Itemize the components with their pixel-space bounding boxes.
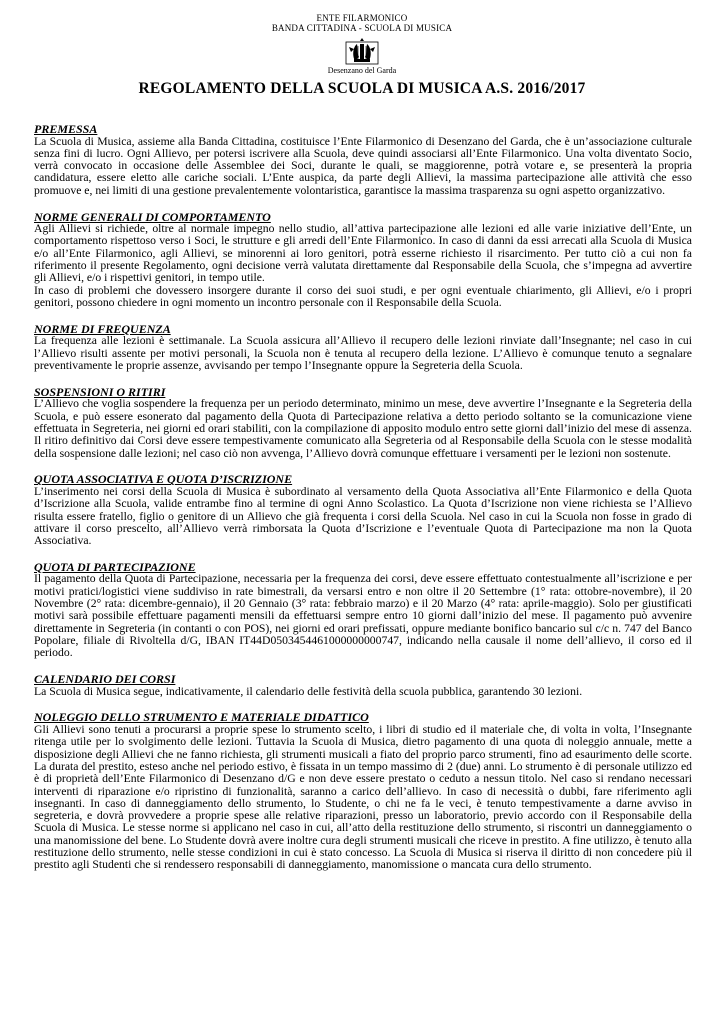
- section-heading: SOSPENSIONI O RITIRI: [34, 384, 166, 399]
- section-heading: NOLEGGIO DELLO STRUMENTO E MATERIALE DIDATTICO: [34, 710, 369, 725]
- section-paragraph: In caso di problemi che dovessero insorgere durante il corso dei suoi studi, e per ogni eventuale chiarimento, gli Allievi, e/o i propri genitori, possono chiedere in ogni momento un incontro personale con il Responsabile della Scuola.: [34, 283, 692, 309]
- section-heading: QUOTA ASSOCIATIVA E QUOTA D’ISCRIZIONE: [34, 472, 293, 487]
- section: [34, 386, 692, 460]
- org-subtitle: BANDA CITTADINA - SCUOLA DI MUSICA: [271, 23, 453, 33]
- section: [34, 711, 692, 871]
- section-heading: QUOTA DI PARTECIPAZIONE: [34, 559, 196, 574]
- section-paragraph: L’inserimento nei corsi della Scuola di Musica è subordinato al versamento della Quota Associativa all’Ente Filarmonico e della Quota d’Iscrizione alla Scuola, valide entrambe fino al termine di ogni Anno Scolastico. La Quota d’Iscrizione non viene richiesta se l’Allievo risulta essere fratello, figlio o genitore di un Allievo che già frequenta i corsi della Scuola. Nel caso in cui la Scuola non fosse in grado di attivare il corso prescelto, all’Allievo verrà rimborsata la Quota d’Iscrizione e l’eventuale Quota di Partecipazione ma non la Quota Associativa.: [34, 484, 692, 548]
- section: [34, 123, 692, 197]
- document-title: REGOLAMENTO DELLA SCUOLA DI MUSICA A.S. 2016/2017: [138, 80, 586, 97]
- section-paragraph: La frequenza alle lezioni è settimanale. La Scuola assicura all’Allievo il recupero delle lezioni rinviate dall’Insegnante; nel caso in cui l’Allievo risulti assente per motivi personali, la Scuola non è tenuta al recupero della lezione. L’Allievo è comunque tenuto a segnalare preventivamente le proprie assenze, avvisando per tempo l’Insegnante oppure la Segreteria della Scuola.: [34, 334, 692, 372]
- section: [34, 561, 692, 660]
- org-name: ENTE FILARMONICO: [316, 13, 408, 23]
- section-paragraph: L’Allievo che voglia sospendere la frequenza per un periodo determinato, minimo un mese, deve avvertire l’Insegnante e la Segreteria della Scuola, e può essere esonerato dal pagamento della Quota di Partecipazione relativa a detto periodo soltanto se la comunicazione viene effettuata in Segreteria, nei giorni ed orari stabiliti, con la compilazione di apposito modulo entro sette giorni dall’inizio del mese di assenza.: [34, 397, 692, 435]
- section-heading: NORME GENERALI DI COMPORTAMENTO: [34, 209, 271, 224]
- section: [34, 323, 692, 372]
- section-heading: PREMESSA: [34, 122, 98, 136]
- letterhead: [0, 13, 724, 76]
- section-paragraph: Il pagamento della Quota di Partecipazione, necessaria per la frequenza dei corsi, deve essere effettuato contestualmente all’iscrizione e per motivi pratici/logistici viene suddiviso in rate bimestrali, da versarsi entro e non oltre il 20 Settembre (1° rata: ottobre-novembre), il 20 Novembre (2° rata: dicembre-gennaio), il 20 Gennaio (3° rata: febbraio marzo) e il 20 Marzo (4° rata: aprile-maggio). Solo per giustificati motivi sarà possibile effettuare pagamenti mensili da effettuarsi sempre entro 10 giorni dall’inizio del mese. Il pagamento può avvenire direttamente in Segreteria (in contanti o con POS), nei giorni ed orari prefissati, oppure mediante bonifico bancario sul c/c n. 747 del Banco Popolare, filiale di Rivoltella d/G, IBAN IT44D0503454461000000000747, indicando nella causale il nome dell’allievo, il corso ed il periodo.: [34, 572, 692, 660]
- section-paragraph: Agli Allievi si richiede, oltre al normale impegno nello studio, all’attiva partecipazione alle lezioni ed alle varie iniziative dell’Ente, un comportamento rispettoso verso i Soci, le strutture e gli arredi dell’Ente Filarmonico. In caso di danni da essi arrecati alla Scuola di Musica e/o all’Ente Filarmonico, agli Allievi, se minorenni ai loro genitori, potrà esserne richiesto il risarcimento. Per tutto ciò a cui non fa riferimento il presente Regolamento, ogni decisione verrà valutata direttamente dal Responsabile della Scuola, che s’impegna ad avvertire gli Allievi, e/o i rispettivi genitori, in tempo utile.: [34, 222, 692, 285]
- section-paragraph: La Scuola di Musica, assieme alla Banda Cittadina, costituisce l’Ente Filarmonico di Desenzano del Garda, che è un’associazione culturale senza fini di lucro. Ogni Allievo, per potersi iscrivere alla Scuola, deve quindi associarsi all’Ente Filarmonico. Una volta diventato Socio, verrà convocato in occasione delle Assemblee dei Soci, durante le quali, se maggiorenne, potrà votare e, se presenterà la propria candidatura, essere eletto alle cariche sociali. L’Ente auspica, da parte degli Allievi, la massima partecipazione alle attività che esso promuove e, nei limiti di una gestione prevalentemente volontaristica, garantisce la massima trasparenza su ogni aspetto organizzativo.: [34, 134, 692, 197]
- section: [34, 473, 692, 547]
- section-paragraph: Il ritiro definitivo dai Corsi deve essere tempestivamente comunicato alla Segreteria od al Responsabile della Scuola con le stesse modalità della sospensione dalle lezioni; nel caso ciò non avvenga, l’Allievo dovrà comunque effettuare i versamenti per le lezioni non sostenute.: [34, 434, 692, 460]
- lyre-emblem-icon: [345, 35, 379, 65]
- section: [34, 673, 692, 698]
- section-heading: NORME DI FREQUENZA: [34, 321, 171, 336]
- section-heading: CALENDARIO DEI CORSI: [34, 672, 176, 687]
- section-paragraph: La Scuola di Musica segue, indicativamente, il calendario delle festività della scuola pubblica, garantendo 30 lezioni.: [34, 684, 583, 698]
- org-location: Desenzano del Garda: [327, 66, 397, 75]
- section-paragraph: Gli Allievi sono tenuti a procurarsi a proprie spese lo strumento scelto, i libri di studio ed il materiale che, di volta in volta, l’Insegnante ritenga utile per lo svolgimento delle lezioni. Tuttavia la Scuola di Musica, dietro pagamento di una quota di noleggio annuale, mette a disposizione degli Allievi che ne fanno richiesta, gli strumenti musicali a fiato del proprio parco strumenti, fino ad esaurimento delle scorte. La durata del prestito, esteso anche nel periodo estivo, è fissata in un tempo massimo di 2 (due) anni. Lo strumento è di personale utilizzo ed è di proprietà dell’Ente Filarmonico di Desenzano d/G e non deve essere prestato o ceduto a nessun titolo. Nel caso si rendano necessari interventi di riparazione e/o ripristino di funzionalità, saranno a carico dell’allievo. In caso di necessità o dubbi, fare riferimento agli insegnanti. In caso di danneggiamento dello strumento, lo Studente, o chi ne fa le veci, è tenuto tempestivamente a darne avviso in segreteria, e dovrà provvedere a proprie spese alle relative riparazioni, presso un laboratorio, previo accordo con il Responsabile della Scuola di Musica. Le stesse norme si applicano nel caso in cui, all’atto della restituzione dello strumento, si riscontri un danneggiamento o una manomissione del bene. Lo Studente dovrà avere inoltre cura degli strumenti musicali che riceve in prestito. A fine utilizzo, è tenuto alla restituzione dello strumento, nelle stesse condizioni in cui è stato concesso. La Scuola di Musica si riserva il diritto di non concedere più il prestito agli Studenti che si rendessero responsabili di danneggiamento, manomissione o mancata cura dello strumento.: [34, 723, 692, 872]
- document-body: [34, 123, 692, 885]
- section: [34, 211, 692, 310]
